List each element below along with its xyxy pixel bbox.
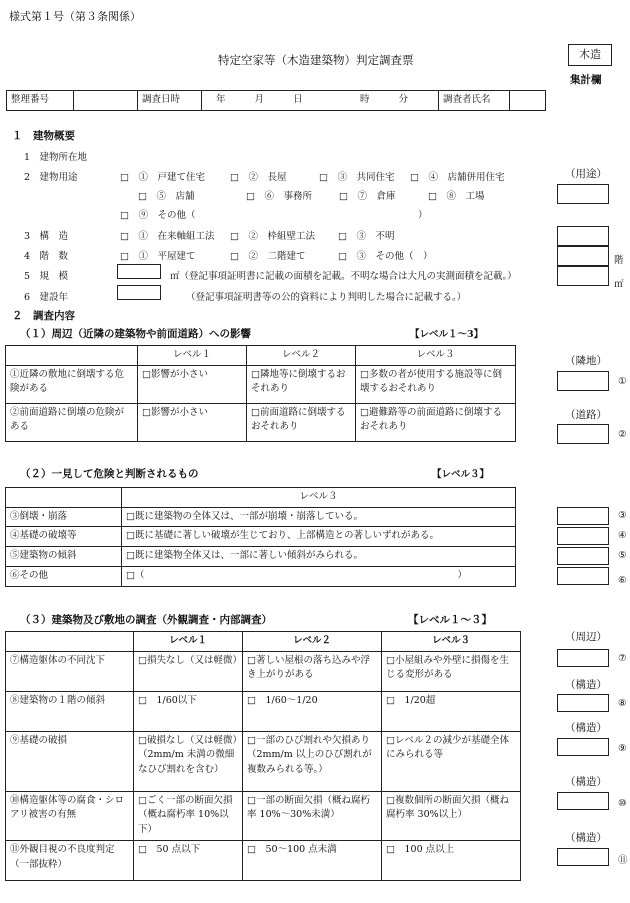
- year-built-input[interactable]: [117, 285, 161, 300]
- form-number: 様式第１号（第３条関係）: [9, 10, 141, 23]
- t2-tally-num-1: ③: [618, 510, 627, 521]
- use-opt-2[interactable]: □ ② 長屋: [230, 172, 287, 183]
- t2-title: （２）一見して危険と判断されるもの: [20, 468, 199, 480]
- t3-header-0: [6, 632, 134, 652]
- t3-header-1: レベル１: [134, 632, 243, 652]
- scale-input[interactable]: [117, 264, 161, 279]
- scale-label: 5 規 模: [24, 271, 69, 282]
- scale-note: ㎡（登記事項証明書に記載の面積を記載。不明な場合は大凡の実測面積を記載。）: [170, 271, 517, 282]
- scale-unit: ㎡: [614, 279, 624, 290]
- t3-header-3: レベル３: [382, 632, 521, 652]
- use-opt-9[interactable]: □ ⑨ その他（: [120, 210, 196, 221]
- t3-tally-label-1: （周辺）: [565, 631, 607, 643]
- floors-opt-2[interactable]: □ ② 二階建て: [230, 251, 306, 262]
- use-tally-label: （用途）: [565, 168, 607, 180]
- day-label: 日: [293, 94, 303, 105]
- use-opt-1[interactable]: □ ① 戸建て住宅: [120, 172, 205, 183]
- t3-level: 【レベル１～３】: [408, 614, 492, 626]
- use-opt-7[interactable]: □ ⑦ 倉庫: [339, 191, 396, 202]
- t1-r2-l3[interactable]: □避難路等の前面道路に倒壊するおそれあり: [356, 403, 516, 441]
- t3-r2-l1[interactable]: □ 1/60以下: [134, 691, 243, 731]
- floors-opt-1[interactable]: □ ① 平屋建て: [120, 251, 196, 262]
- t3-tally-box-4[interactable]: [557, 792, 609, 810]
- t3-r4-l2[interactable]: □一部の断面欠損（概ね腐朽率 10%～30%未満）: [243, 791, 382, 840]
- t3-r3-l3[interactable]: □レベル２の減少が基礎全体にみられる等: [382, 731, 521, 791]
- floors-opt-3[interactable]: □ ③ その他（ ）: [338, 251, 433, 262]
- t2-tally-box-2[interactable]: [557, 527, 609, 545]
- t3-r5-l3[interactable]: □ 100 点以上: [382, 840, 521, 880]
- admin-table: [6, 90, 546, 111]
- t3-tally-num-5: ⑪: [618, 855, 628, 866]
- t3-table: [5, 631, 521, 881]
- t2-r1-item: ③倒壊・崩落: [6, 507, 122, 527]
- t3-r1-l2[interactable]: □著しい屋根の落ち込みや浮き上がりがある: [243, 651, 382, 691]
- t3-tally-label-2: （構造）: [565, 679, 607, 691]
- t2-tally-box-1[interactable]: [557, 507, 609, 525]
- t2-header-level3: レベル３: [122, 488, 516, 508]
- use-opt-4[interactable]: □ ④ 店舗併用住宅: [410, 172, 505, 183]
- t3-r1-l3[interactable]: □小屋組みや外壁に損傷を生じる変形がある: [382, 651, 521, 691]
- admin-number-field[interactable]: [74, 91, 138, 111]
- admin-label-number: 整理番号: [7, 91, 74, 111]
- t3-r3-item: ⑨基礎の破損: [6, 731, 134, 791]
- floors-label: 4 階 数: [24, 251, 69, 262]
- admin-date-field[interactable]: [202, 91, 351, 111]
- tally-label: 集計欄: [570, 74, 602, 86]
- t1-r1-l3[interactable]: □多数の者が使用する施設等に倒壊するおそれあり: [356, 365, 516, 403]
- t3-r4-l3[interactable]: □複数個所の断面欠損（概ね腐朽率 30%以上）: [382, 791, 521, 840]
- t1-r2-item: ②前面道路に倒壊の危険がある: [6, 403, 138, 441]
- section2-title: ２ 調査内容: [12, 310, 75, 322]
- t2-tally-box-4[interactable]: [557, 567, 609, 585]
- admin-label-date: 調査日時: [138, 91, 202, 111]
- floors-tally-box[interactable]: [557, 246, 609, 266]
- t1-tally-box-2[interactable]: [557, 424, 609, 444]
- t1-level: 【レベル１～3】: [410, 329, 484, 340]
- use-opt-6[interactable]: □ ⑥ 事務所: [246, 191, 312, 202]
- use-opt-3[interactable]: □ ③ 共同住宅: [319, 172, 395, 183]
- t1-r1-l1[interactable]: □影響が小さい: [138, 365, 247, 403]
- t2-header-empty: [6, 488, 122, 508]
- t1-header-0: [6, 346, 138, 366]
- t3-r5-item: ⑪外観目視の不良度判定（一部抜粋）: [6, 840, 134, 880]
- scale-tally-box[interactable]: [557, 266, 609, 286]
- t1-tally-num-2: ②: [618, 429, 627, 440]
- t2-r2-item: ④基礎の破壊等: [6, 527, 122, 547]
- t3-r2-item: ⑧建築物の１階の傾斜: [6, 691, 134, 731]
- t3-r5-l2[interactable]: □ 50～100 点未満: [243, 840, 382, 880]
- t3-header-2: レベル２: [243, 632, 382, 652]
- t2-r2-check[interactable]: □既に基礎に著しい破壊が生じており、上部構造との著しいずれがある。: [122, 527, 516, 547]
- t2-r4-item: ⑥その他: [6, 566, 122, 586]
- t3-r3-l1[interactable]: □破損なし（又は軽微）（2mm/m 未満の微細なひび割れを含む）: [134, 731, 243, 791]
- use-opt-9-close: ）: [418, 210, 428, 221]
- t3-r1-item: ⑦構造躯体の不同沈下: [6, 651, 134, 691]
- t2-tally-num-3: ⑤: [618, 550, 627, 561]
- t1-r1-item: ①近隣の敷地に倒壊する危険がある: [6, 365, 138, 403]
- t1-table: [5, 345, 516, 442]
- use-opt-5[interactable]: □ ⑤ 店舗: [138, 191, 195, 202]
- t3-tally-label-4: （構造）: [565, 776, 607, 788]
- minute-label: 分: [398, 94, 409, 105]
- t1-r1-l2[interactable]: □隣地等に倒壊するおそれあり: [247, 365, 356, 403]
- t3-tally-box-2[interactable]: [557, 694, 609, 712]
- structure-opt-2[interactable]: □ ② 枠組壁工法: [230, 231, 315, 242]
- t3-tally-num-3: ⑨: [618, 743, 627, 754]
- t2-r1-check[interactable]: □既に建築物の全体又は、一部が崩壊・崩落している。: [122, 507, 516, 527]
- use-tally-box[interactable]: [557, 184, 609, 204]
- t1-header-1: レベル１: [138, 346, 247, 366]
- t3-tally-label-5: （構造）: [565, 832, 607, 844]
- structure-tally-box[interactable]: [557, 226, 609, 246]
- t3-r4-l1[interactable]: □ごく一部の断面欠損（概ね腐朽率 10%以下）: [134, 791, 243, 840]
- year-label: 年: [216, 94, 226, 105]
- t1-title: （１）周辺（近隣の建築物や前面道路）への影響: [20, 328, 251, 340]
- t3-r2-l3[interactable]: □ 1/20超: [382, 691, 521, 731]
- t3-tally-num-4: ⑩: [618, 798, 627, 809]
- floors-unit: 階: [614, 255, 624, 266]
- t2-r4-check[interactable]: [122, 566, 516, 586]
- t1-header-3: レベル３: [356, 346, 516, 366]
- section1-title: １ 建物概要: [12, 130, 75, 142]
- t3-tally-box-1[interactable]: [557, 649, 609, 667]
- month-label: 月: [254, 94, 265, 105]
- t3-r2-l2[interactable]: □ 1/60～1/20: [243, 691, 382, 731]
- t1-r2-l2[interactable]: □前面道路に倒壊するおそれあり: [247, 403, 356, 441]
- t2-tally-num-2: ④: [618, 530, 627, 541]
- year-built-label: 6 建設年: [24, 292, 69, 303]
- structure-opt-3[interactable]: □ ③ 不明: [338, 231, 395, 242]
- t2-r4-open: □（: [126, 569, 145, 581]
- t3-tally-num-1: ⑦: [618, 653, 627, 664]
- t1-tally-num-1: ①: [618, 376, 627, 387]
- t2-r3-check[interactable]: □既に建築物全体又は、一部に著しい傾斜がみられる。: [122, 547, 516, 567]
- admin-time-field[interactable]: [350, 91, 439, 111]
- t2-level: 【レベル３】: [432, 469, 490, 480]
- t1-tally-box-1[interactable]: [557, 371, 609, 391]
- t3-tally-label-3: （構造）: [565, 722, 607, 734]
- t3-tally-box-3[interactable]: [557, 738, 609, 756]
- admin-label-inspector: 調査者氏名: [439, 91, 510, 111]
- t2-tally-num-4: ⑥: [618, 575, 627, 586]
- use-opt-8[interactable]: □ ⑧ 工場: [428, 191, 485, 202]
- t1-tally-label-1: （隣地）: [565, 355, 607, 367]
- t3-tally-num-2: ⑧: [618, 698, 627, 709]
- structure-opt-1[interactable]: □ ① 在来軸組工法: [120, 231, 215, 242]
- t1-header-2: レベル２: [247, 346, 356, 366]
- t2-table: [5, 487, 516, 587]
- t1-tally-label-2: （道路）: [565, 409, 607, 421]
- t2-tally-box-3[interactable]: [557, 547, 609, 565]
- type-box: 木造: [568, 44, 612, 66]
- page-title: 特定空家等（木造建築物）判定調査票: [218, 53, 414, 67]
- t3-r5-l1[interactable]: □ 50 点以下: [134, 840, 243, 880]
- structure-label: 3 構 造: [24, 231, 69, 242]
- t1-r2-l1[interactable]: □影響が小さい: [138, 403, 247, 441]
- t2-r4-close: ）: [457, 569, 468, 581]
- location-label: 1 建物所在地: [24, 152, 88, 163]
- admin-inspector-field[interactable]: [510, 91, 546, 111]
- t3-r1-l1[interactable]: □損失なし（又は軽微）: [134, 651, 243, 691]
- year-built-note: （登記事項証明書等の公的資料により判明した場合に記載する。）: [186, 292, 467, 303]
- t3-title: （３）建築物及び敷地の調査（外観調査・内部調査）: [20, 614, 272, 626]
- use-label: 2 建物用途: [24, 172, 78, 183]
- t3-r4-item: ⑩構造躯体等の腐食・シロアリ被害の有無: [6, 791, 134, 840]
- t3-tally-box-5[interactable]: [557, 848, 609, 866]
- hour-label: 時: [360, 94, 370, 105]
- t2-r3-item: ⑤建築物の傾斜: [6, 547, 122, 567]
- t3-r3-l2[interactable]: □一部のひび割れや欠損あり（2mm/m 以上のひび割れが複数みられる等。）: [243, 731, 382, 791]
